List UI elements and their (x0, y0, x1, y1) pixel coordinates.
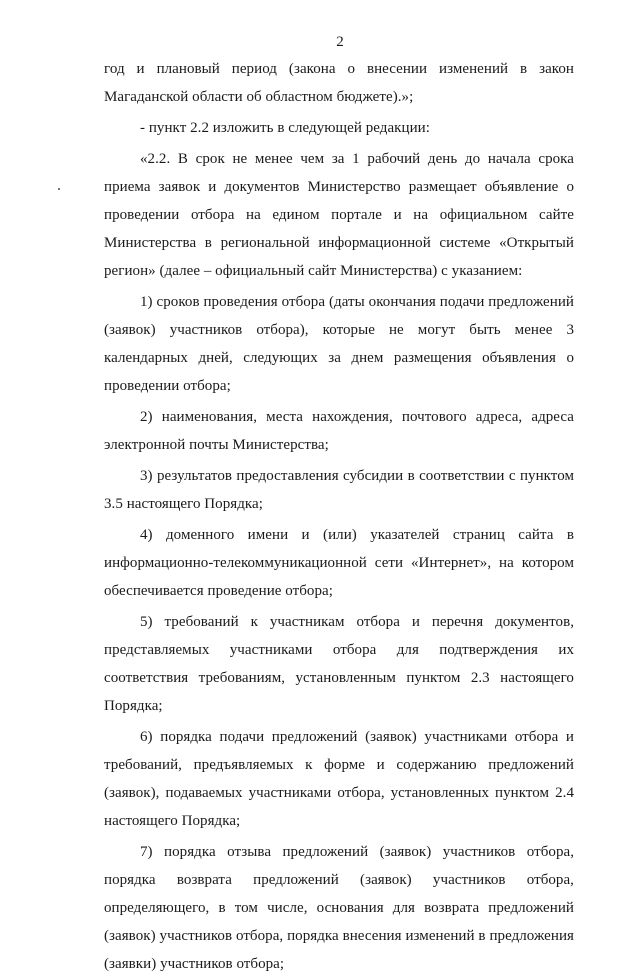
paragraph-continuation: год и плановый период (закона о внесении изменений в закон Магаданской области об областном бюджете).»; (104, 61, 574, 105)
scan-artifact-dot (58, 188, 60, 190)
paragraph-clause-2-2: «2.2. В срок не менее чем за 1 рабочий день до начала срока приема заявок и документов Министерство размещает объявление о проведении отбора на едином портале и на официальном сайте Министерства в региональной информационной системе «Открытый регион» (далее – официальный сайт Министерства) с указанием: (104, 151, 574, 279)
list-item-5: 5) требований к участникам отбора и перечня документов, представляемых участниками отбора для подтверждения их соответствия требованиям, установленным пунктом 2.3 настоящего Порядка; (104, 614, 574, 714)
list-item-7: 7) порядка отзыва предложений (заявок) участников отбора, порядка возврата предложений (заявок) участников отбора, определяющего, в том числе, основания для возврата предложений (заявок) участников отбора, порядка внесения изменений в предложения (заявки) участников отбора; (104, 844, 574, 972)
list-item-1: 1) сроков проведения отбора (даты окончания подачи предложений (заявок) участников отбора), которые не могут быть менее 3 календарных дней, следующих за днем размещения объявления о проведении отбора; (104, 294, 574, 394)
page-number: 2 (336, 34, 344, 50)
list-item-4: 4) доменного имени и (или) указателей страниц сайта в информационно-телекоммуникационной сети «Интернет», на котором обеспечивается проведение отбора; (104, 527, 574, 599)
document-body (104, 55, 574, 978)
list-item-2: 2) наименования, места нахождения, почтового адреса, адреса электронной почты Министерства; (104, 409, 574, 453)
list-item-3: 3) результатов предоставления субсидии в соответствии с пунктом 3.5 настоящего Порядка; (104, 468, 574, 512)
paragraph-amendment-intro: - пункт 2.2 изложить в следующей редакции: (140, 120, 430, 136)
list-item-6: 6) порядка подачи предложений (заявок) участниками отбора и требований, предъявляемых к форме и содержанию предложений (заявок), подаваемых участниками отбора, установленных пунктом 2.4 настоящего Порядка; (104, 729, 574, 829)
